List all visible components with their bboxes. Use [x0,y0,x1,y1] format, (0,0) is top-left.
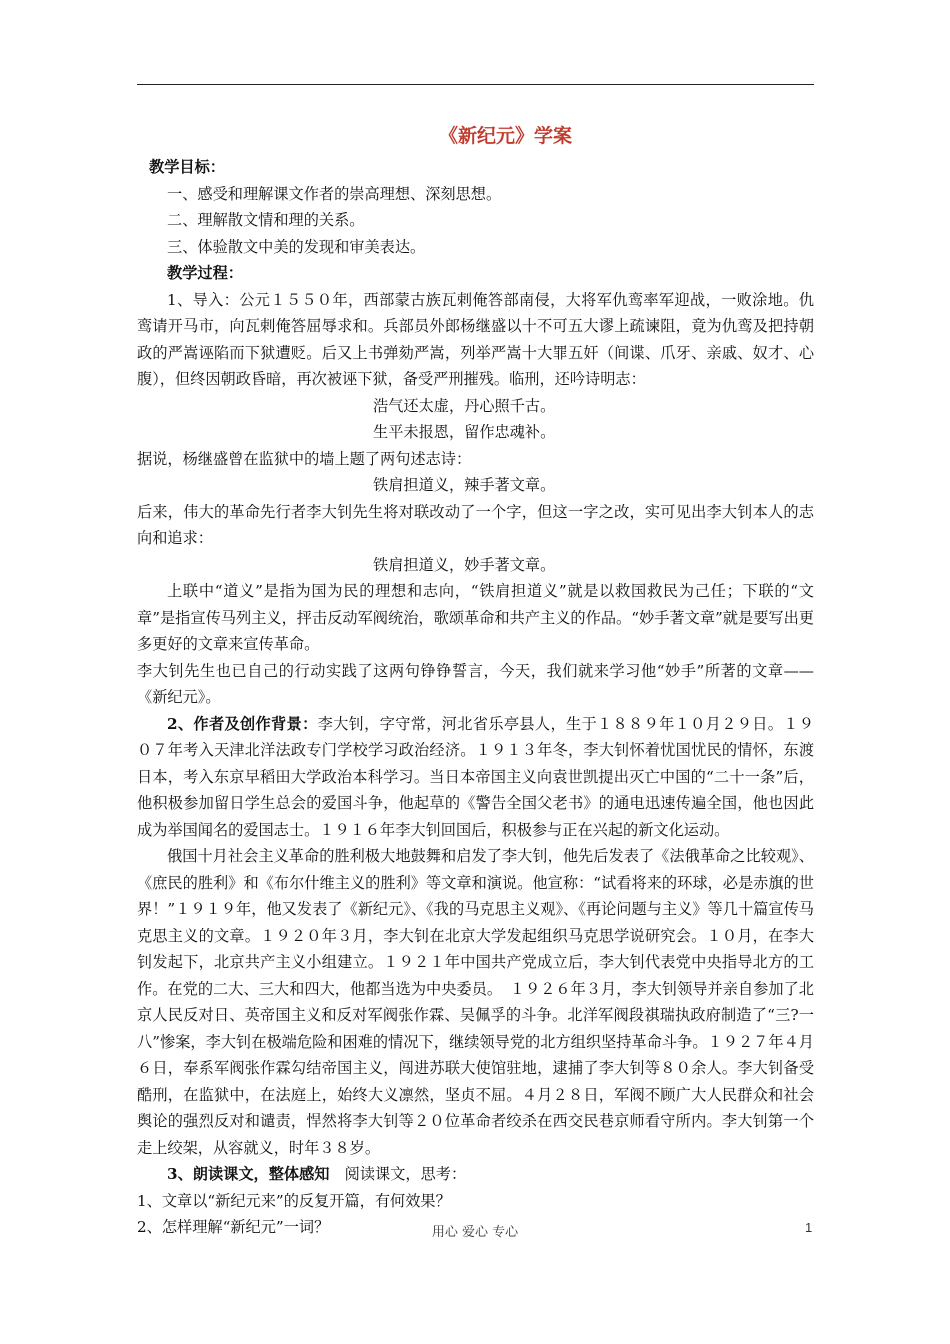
header-rule [137,84,814,85]
reading-heading: 3、朗读课文，整体感知 [167,1165,330,1183]
process-heading: 教学过程： [167,264,243,282]
october-paragraph: 俄国十月社会主义革命的胜利极大地鼓舞和启发了李大钊，他先后发表了《法俄革命之比较观》、《庶民的胜利》和《布尔什维主义的胜利》等文章和演说。他宣称：“试看将来的环球，必是赤旗的世界！”１９１９年，他又发表了《新纪元》、《我的马克思主义观》、《再论问题与主义》等几十篇宣传马克思主义的文章。１９２０年３月，李大钊在北京大学发起组织马克思学说研究会。１０月，在李大钊发起下，北京共产主义小组建立。１９２１年中国共产党成立后，李大钊代表党中央指导北方的工作。在党的二大、三大和四大，他都当选为中央委员。 １９２６年３月，李大钊领导并亲自参加了北京人民反对日、英帝国主义和反对军阀张作霖、吴佩孚的斗争。北洋军阀段祺瑞执政府制造了“三?一八”惨案，李大钊在极端危险和困难的情况下，继续领导党的北方组织坚持革命斗争。１９２７年４月６日，奉系军阀张作霖勾结帝国主义，闯进苏联大使馆驻地，逮捕了李大钊等８０余人。李大钊备受酷刑，在监狱中，在法庭上，始终大义凛然，坚贞不屈。４月２８日，军阀不顾广大人民群众和社会舆论的强烈反对和谴责，悍然将李大钊等２０位革命者绞杀在西交民巷京师看守所内。李大钊第一个走上绞架，从容就义，时年３８岁。 [137,847,814,1157]
couplet-line: 铁肩担道义，辣手著文章。 [373,476,556,494]
reading-paragraph [137,1161,814,1188]
author-text: 李大钊，字守常，河北省乐亭县人，生于１８８９年１０月２９日。１９０７年考入天津北洋法政专门学校学习政治经济。１９１３年冬，李大钊怀着忧国忧民的情怀，东渡日本，考入东京早稻田大学政治本科学习。当日本帝国主义向袁世凯提出灭亡中国的“二十一条”后，他积极参加留日学生总会的爱国斗争，他起草的《警告全国父老书》的通电迅速传遍全国，他也因此成为举国闻名的爱国志士。１９１６年李大钊回国后，积极参与正在兴起的新文化运动。 [137,714,814,839]
reading-text: 阅读课文，思考： [329,1165,467,1183]
explain-paragraph: 上联中“道义”是指为国为民的理想和志向，“铁肩担道义”就是以救国救民为己任；下联的“文章”是指宣传马列主义，抨击反动军阀统治，歌颂革命和共产主义的作品。“妙手著文章”就是要写出更多更好的文章来宣传革命。 [137,582,814,653]
document-body [137,118,814,1241]
poem-line: 浩气还太虚，丹心照千古。 [373,396,556,415]
author-paragraph [137,711,814,844]
goal-item: 二、理解散文情和理的关系。 [167,211,365,229]
goals-heading: 教学目标： [149,158,225,176]
later-paragraph: 后来，伟大的革命先行者李大钊先生将对联改动了一个字，但这一字之改，实可见出李大钊本人的志向和追求： [137,502,814,547]
author-heading: 2、作者及创作背景： [167,714,318,733]
question-item: 2、怎样理解“新纪元”一词？ [137,1218,330,1236]
said-paragraph: 据说，杨继盛曾在监狱中的墙上题了两句述志诗： [137,449,472,468]
practice-paragraph: 李大钊先生也已自己的行动实践了这两句铮铮誓言，今天，我们就来学习他“妙手”所著的文章——《新纪元》。 [137,661,814,706]
intro-paragraph: 1、导入：公元１５５０年，西部蒙古族瓦剌俺答部南侵，大将军仇鸾率军迎战，一败涂地。仇鸾请开马市，向瓦剌俺答屈辱求和。兵部员外郎杨继盛以十不可五大谬上疏谏阻，竟为仇鸾及把持朝政的严嵩诬陷而下狱遭贬。后又上书弹劾严嵩，列举严嵩十大罪五奸（间谍、爪牙、亲戚、奴才、心腹），但终因朝政昏暗，再次被诬下狱，备受严刑摧残。临刑，还吟诗明志： [137,290,814,388]
poem-line: 生平未报恩，留作忠魂补。 [373,423,556,441]
document-title: 《新纪元》学案 [438,125,572,147]
goal-item: 一、感受和理解课文作者的崇高理想、深刻思想。 [167,184,502,203]
couplet-line: 铁肩担道义，妙手著文章。 [373,555,556,574]
page-footer: 用心 爱心 专心 [431,1225,519,1240]
question-item: 1、文章以“新纪元来”的反复开篇，有何效果？ [137,1191,451,1210]
page-number: 1 [805,1220,813,1235]
goal-item: 三、体验散文中美的发现和审美表达。 [167,237,426,256]
